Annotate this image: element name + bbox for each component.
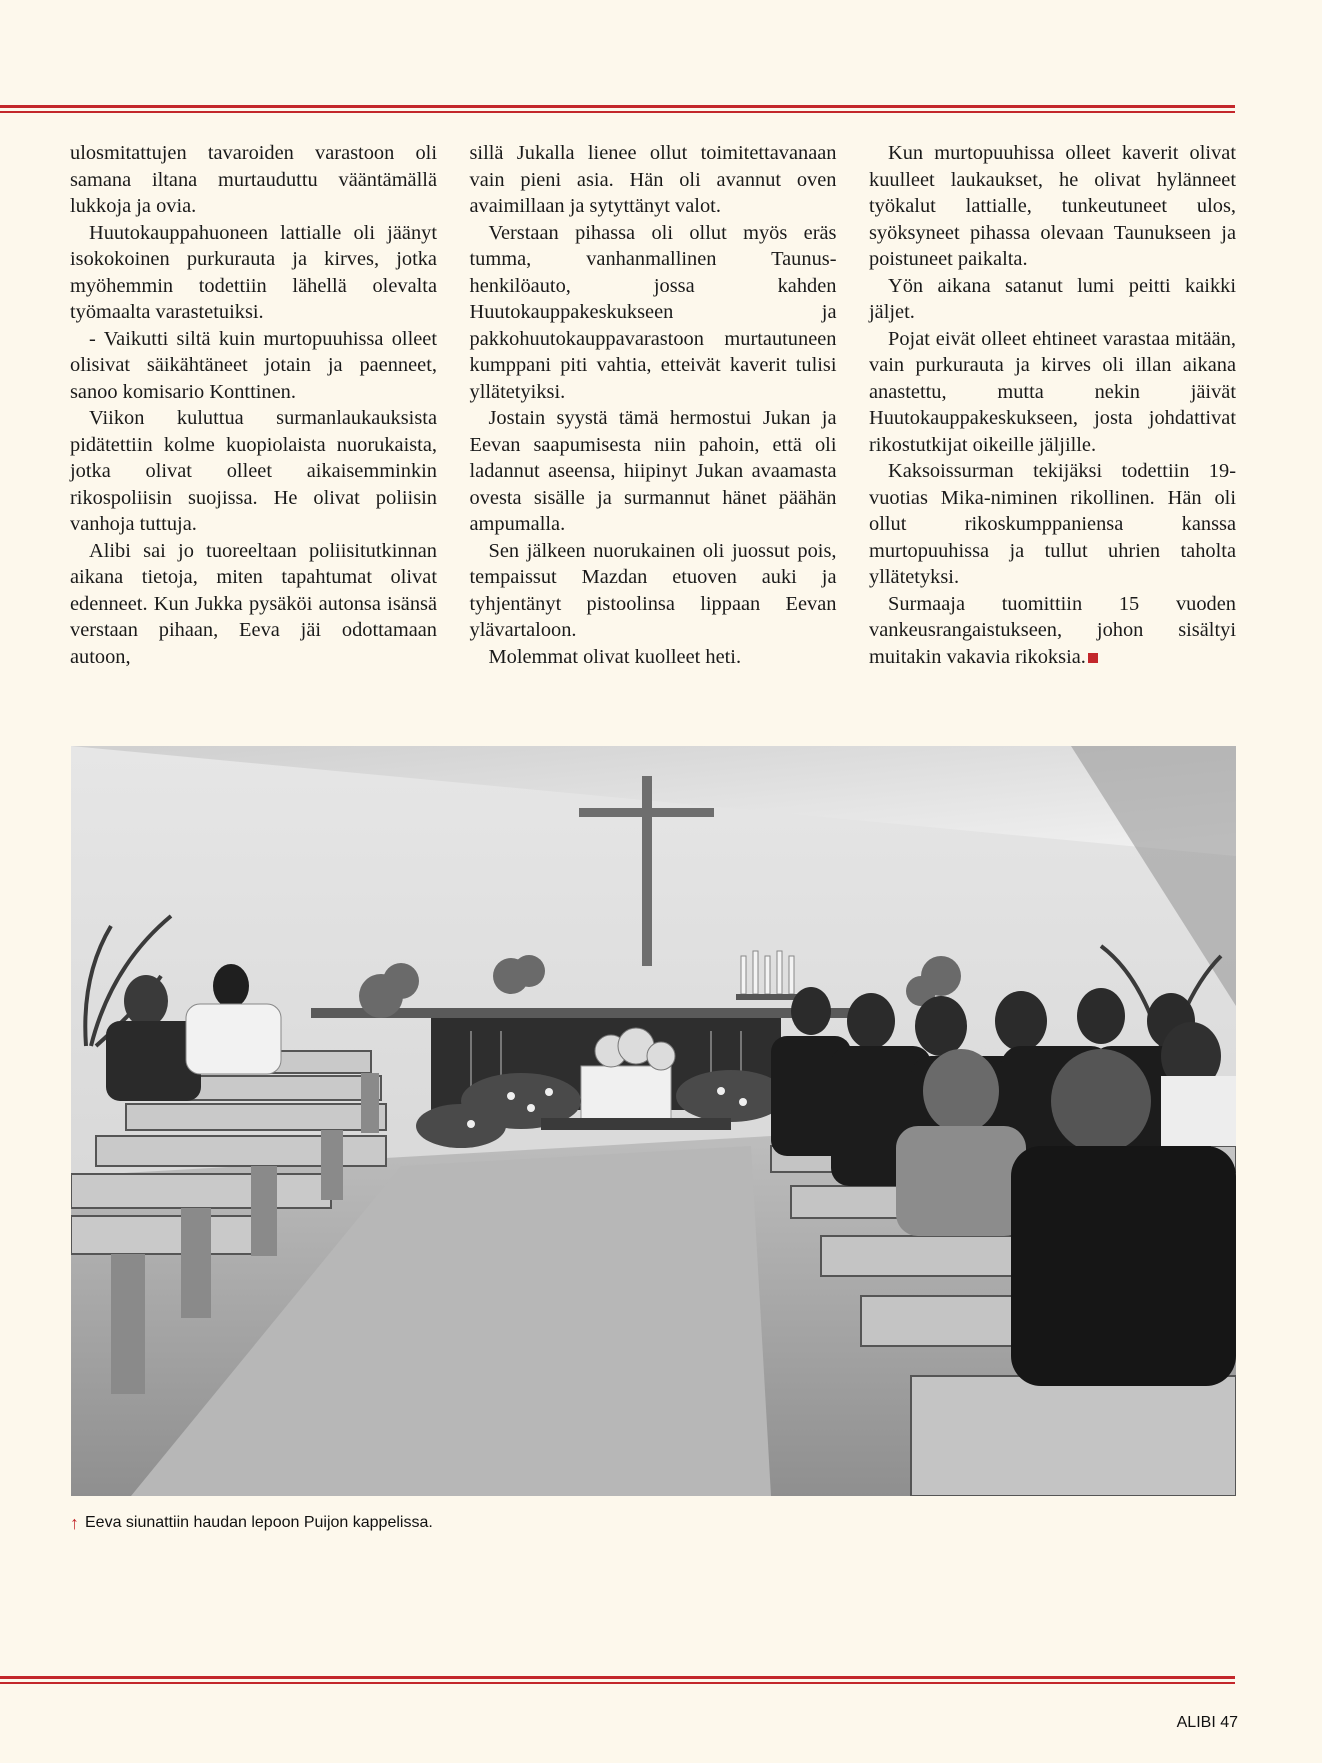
article-columns (70, 140, 1236, 670)
paragraph: Molemmat olivat kuolleet heti. (488, 645, 742, 668)
paragraph: Huutokauppahuoneen lattialle oli jäänyt isokokoinen purkurauta ja kirves, jotka myöhemmin todettiin lähellä olevalta työmaalta varastetuiksi. (70, 221, 437, 323)
arrow-up-icon: ↑ (70, 1513, 79, 1533)
paragraph: - Vaikutti siltä kuin murtopuuhissa olleet olisivat säikähtäneet jotain ja paenneet, sanoo komisario Konttinen. (70, 327, 437, 403)
paragraph: Kun murtopuuhissa olleet kaverit olivat kuulleet laukaukset, he olivat hylänneet työkalut lattialle, tunkeutuneet ulos, syöksyneet pihassa olevaan Taunukseen ja poistuneet paikalta. (869, 142, 1236, 270)
paragraph: Jostain syystä tämä hermostui Jukan ja Eevan saapumisesta niin pahoin, että oli ladannut aseensa, hiipinyt Jukan avaamasta ovesta sisälle ja surmannut hänet päähän ampumalla. (469, 407, 837, 535)
page-folio: ALIBI 47 (1176, 1714, 1238, 1731)
text-column-2 (470, 140, 837, 670)
paragraph: Pojat eivät olleet ehtineet varastaa mitään, vain purkurauta ja kirves oli illan aikana anastettu, mutta nekin jäivät Huutokauppakeskukseen, josta johdattivat rikostutkijat oikeille jäljille. (869, 327, 1236, 456)
paragraph: sillä Jukalla lienee ollut toimitettavanaan vain pieni asia. Hän oli avannut oven avaimillaan ja sytyttänyt valot. (469, 142, 837, 217)
paragraph: Verstaan pihassa oli ollut myös eräs tumma, vanhanmallinen Taunus-henkilöauto, jossa kahden Huutokauppakeskukseen ja pakkohuutokauppavarastoon murtautuneen kumppani piti vahtia, etteivät kaverit tulisi yllätetyiksi. (469, 221, 837, 403)
paragraph: Viikon kuluttua surmanlaukauksista pidätettiin kolme kuopiolaista nuorukaista, jotka olivat olleet aikaisemminkin rikospoliisin suojissa. He olivat poliisin vanhoja tuttuja. (70, 407, 437, 535)
text-column-3 (869, 140, 1236, 670)
photo-caption (70, 1514, 433, 1532)
paragraph: Alibi sai jo tuoreeltaan poliisitutkinnan aikana tietoja, miten tapahtumat olivat edenneet. Kun Jukka pysäköi autonsa isänsä verstaan pihaan, Eeva jäi odottamaan autoon, (70, 539, 437, 668)
bottom-rule (0, 1676, 1235, 1684)
text-column-1 (70, 140, 437, 670)
caption-text: Eeva siunattiin haudan lepoon Puijon kappelissa. (85, 1514, 433, 1531)
end-of-article-mark (1088, 653, 1098, 663)
paragraph: Sen jälkeen nuorukainen oli juossut pois, tempaissut Mazdan etuoven auki ja tyhjentänyt pistoolinsa lippaan Eevan ylävartaloon. (469, 539, 837, 641)
chapel-funeral-photo (71, 746, 1236, 1496)
paragraph: Yön aikana satanut lumi peitti kaikki jäljet. (869, 274, 1236, 323)
paragraph-text: Surmaaja tuomittiin 15 vuoden vankeusrangaistukseen, johon sisältyi muitakin vakavia rikoksia. (869, 592, 1236, 668)
paragraph: ulosmitattujen tavaroiden varastoon oli samana iltana murtauduttu vääntämällä lukkoja ja ovia. (70, 142, 437, 217)
paragraph: Kaksoissurman tekijäksi todettiin 19-vuotias Mika-niminen rikollinen. Hän oli ollut rikoskumppaniensa kanssa murtopuuhissa ja tullut uhrien taholta yllätetyksi. (869, 460, 1236, 588)
final-paragraph (869, 591, 1236, 671)
top-rule (0, 105, 1235, 113)
